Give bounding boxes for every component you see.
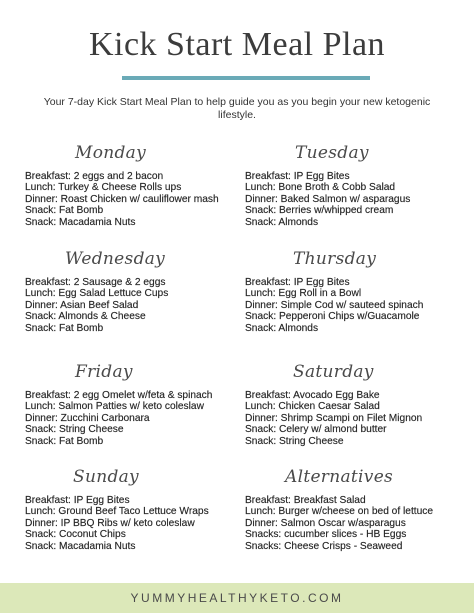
page-title: Kick Start Meal Plan [88, 26, 386, 63]
meal-list [245, 495, 474, 552]
meal-item: Dinner: Shrimp Scampi on Filet Mignon [245, 412, 423, 424]
meal-item: Snack: String Cheese [25, 424, 124, 436]
meal-item: Snack: Celery w/ almond butter [245, 424, 387, 436]
meal-item: Snack: Pepperoni Chips w/Guacamole [245, 311, 420, 323]
day-block-thursday [245, 244, 474, 334]
meal-item: Snack: Almonds [245, 216, 319, 228]
day-heading: Monday [75, 143, 147, 163]
meal-item: Snacks: cucumber slices - HB Eggs [245, 529, 407, 541]
day-block-saturday [245, 357, 474, 447]
day-heading: Tuesday [295, 143, 369, 163]
meal-list [25, 390, 255, 447]
meal-item: Lunch: Burger w/cheese on bed of lettuce [245, 506, 434, 518]
meal-item: Breakfast: 2 eggs and 2 bacon [25, 171, 164, 182]
footer-website: YUMMYHEALTHYKETO.COM [0, 583, 474, 613]
meal-item: Snack: Fat Bomb [25, 322, 104, 334]
day-heading: Alternatives [285, 467, 394, 487]
meal-list [245, 277, 474, 334]
meal-item: Snack: Berries w/whipped cream [245, 205, 394, 217]
day-heading: Friday [75, 362, 133, 382]
meal-list [25, 171, 255, 228]
meal-item: Snack: Coconut Chips [25, 529, 126, 541]
meal-item: Breakfast: Avocado Egg Bake [245, 390, 380, 401]
meal-item: Dinner: Zucchini Carbonara [25, 412, 150, 424]
meal-list [25, 277, 255, 334]
meal-item: Dinner: Roast Chicken w/ cauliflower mash [25, 193, 219, 205]
title-divider [122, 76, 370, 80]
meal-item: Snack: Almonds [245, 322, 319, 334]
meal-item: Dinner: Baked Salmon w/ asparagus [245, 193, 411, 205]
meal-item: Snack: Almonds & Cheese [25, 311, 146, 323]
meal-item: Breakfast: IP Egg Bites [245, 277, 350, 288]
day-heading: Thursday [293, 249, 377, 269]
meal-item: Breakfast: 2 egg Omelet w/feta & spinach [25, 390, 213, 401]
meal-item: Breakfast: IP Egg Bites [245, 171, 350, 182]
meal-list [245, 390, 474, 447]
meal-item: Lunch: Turkey & Cheese Rolls ups [25, 182, 182, 194]
meal-list [245, 171, 474, 228]
meal-item: Snack: Fat Bomb [25, 435, 104, 447]
meal-item: Lunch: Bone Broth & Cobb Salad [245, 182, 396, 194]
day-heading: Saturday [293, 362, 374, 382]
day-block-alternatives [245, 462, 474, 552]
day-heading: Wednesday [65, 249, 166, 269]
meal-item: Dinner: Simple Cod w/ sauteed spinach [245, 299, 424, 311]
meal-item: Snack: Fat Bomb [25, 205, 104, 217]
day-block-sunday [25, 462, 255, 552]
day-heading: Sunday [73, 467, 139, 487]
meal-item: Snack: Macadamia Nuts [25, 540, 136, 552]
day-block-tuesday [245, 138, 474, 228]
meal-item: Lunch: Ground Beef Taco Lettuce Wraps [25, 506, 209, 518]
meal-item: Breakfast: 2 Sausage & 2 eggs [25, 277, 166, 288]
meal-item: Lunch: Chicken Caesar Salad [245, 401, 380, 413]
meal-item: Breakfast: IP Egg Bites [25, 495, 130, 506]
meal-item: Snacks: Cheese Crisps - Seaweed [245, 540, 403, 552]
meal-item: Dinner: IP BBQ Ribs w/ keto coleslaw [25, 517, 195, 529]
meal-item: Lunch: Egg Roll in a Bowl [245, 288, 362, 300]
meal-item: Lunch: Salmon Patties w/ keto coleslaw [25, 401, 204, 413]
meal-item: Lunch: Egg Salad Lettuce Cups [25, 288, 169, 300]
meal-item: Dinner: Salmon Oscar w/asparagus [245, 517, 406, 529]
meal-item: Snack: Macadamia Nuts [25, 216, 136, 228]
meal-list [25, 495, 255, 552]
day-block-monday [25, 138, 255, 228]
meal-item: Snack: String Cheese [245, 435, 344, 447]
meal-item: Breakfast: Breakfast Salad [245, 495, 366, 506]
meal-item: Dinner: Asian Beef Salad [25, 299, 139, 311]
day-block-friday [25, 357, 255, 447]
day-block-wednesday [25, 244, 255, 334]
intro-text: Your 7-day Kick Start Meal Plan to help guide you as you begin your new ketogenic lifestyle. [43, 96, 431, 121]
